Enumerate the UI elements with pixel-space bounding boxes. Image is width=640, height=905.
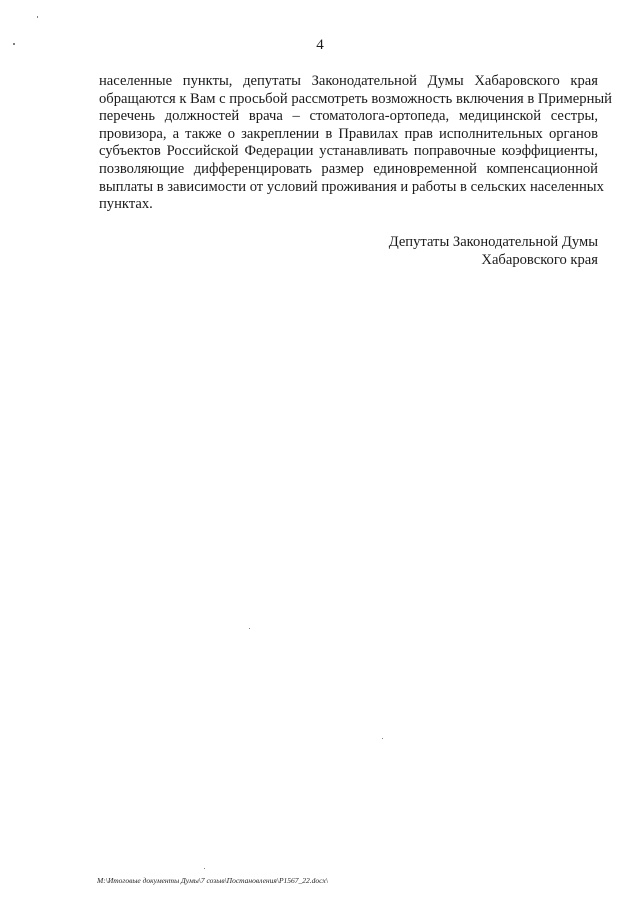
scan-speck [204,868,205,869]
scan-speck [13,43,15,45]
body-line: позволяющие дифференцировать размер единовременной компенсационной [99,160,598,177]
signature-line-1: Депутаты Законодательной Думы [388,234,598,250]
scan-speck [37,16,38,18]
footer-file-path: M:\Итоговые документы Думы\7 созыв\Постановления\P1567_22.docx\ [97,876,328,885]
signature-line-2: Хабаровского края [481,252,598,268]
body-line: перечень должностей врача – стоматолога-ортопеда, медицинской сестры, [99,108,598,125]
body-line: пунктах. [99,196,153,213]
body-line: провизора, а также о закреплении в Правилах прав исполнительных органов [99,125,598,142]
signature-block [389,233,598,269]
body-paragraph [99,73,612,214]
body-line: населенные пункты, депутаты Законодательной Думы Хабаровского края [99,73,598,89]
scan-speck [382,738,383,739]
scan-speck [249,628,250,629]
body-line: обращаются к Вам с просьбой рассмотреть возможность включения в Примерный [99,90,612,107]
body-line: выплаты в зависимости от условий проживания и работы в сельских населенных [99,178,604,195]
body-line: субъектов Российской Федерации устанавливать поправочные коэффициенты, [99,143,598,160]
page-number: 4 [316,37,324,53]
